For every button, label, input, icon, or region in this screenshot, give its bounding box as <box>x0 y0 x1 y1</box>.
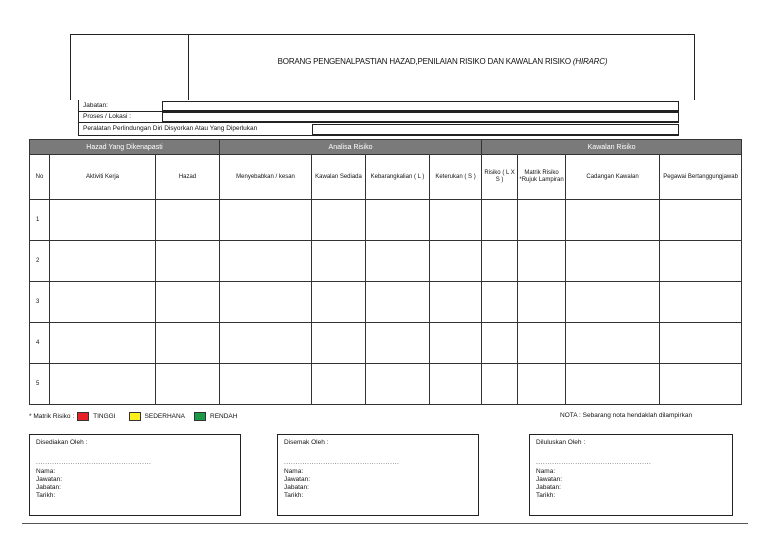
cell-menyebabkan[interactable] <box>220 282 312 323</box>
cell-risiko[interactable] <box>482 200 518 241</box>
row-number: 4 <box>30 323 50 364</box>
title-main: BORANG PENGENALPASTIAN HAZAD,PENILAIAN RISIKO DAN KAWALAN RISIKO <box>277 57 571 66</box>
cell-matrik[interactable] <box>518 200 566 241</box>
sig-heading: Disemak Oleh : <box>284 439 329 446</box>
table-row <box>30 282 742 323</box>
cell-kawalan-sediada[interactable] <box>312 323 366 364</box>
section-kawalan: Kawalan Risiko <box>482 140 742 155</box>
cell-pegawai[interactable] <box>660 241 742 282</box>
cell-pegawai[interactable] <box>660 323 742 364</box>
nota-text: NOTA : Sebarang nota hendaklah dilampirkan <box>560 412 693 419</box>
cell-kawalan-sediada[interactable] <box>312 241 366 282</box>
col-keterukan: Keterukan ( S ) <box>430 155 482 200</box>
row-number: 1 <box>30 200 50 241</box>
info-rule-2 <box>78 122 679 123</box>
section-analisa: Analisa Risiko <box>220 140 482 155</box>
sig-jabatan: Jabatan: <box>536 484 561 491</box>
cell-aktiviti[interactable] <box>50 323 156 364</box>
sig-tarikh: Tarikh: <box>36 492 56 499</box>
cell-pegawai[interactable] <box>660 200 742 241</box>
table-row <box>30 241 742 282</box>
signature-box-disemak <box>277 434 479 516</box>
title-divider <box>188 34 189 100</box>
cell-cadangan[interactable] <box>566 200 660 241</box>
title-box <box>70 34 695 100</box>
sig-nama: Nama: <box>536 468 556 475</box>
cell-matrik[interactable] <box>518 323 566 364</box>
signature-box-diluluskan <box>529 434 733 516</box>
sig-nama: Nama: <box>36 468 56 475</box>
cell-kawalan-sediada[interactable] <box>312 364 366 405</box>
cell-aktiviti[interactable] <box>50 200 156 241</box>
cell-kebarangkalian[interactable] <box>366 364 430 405</box>
cell-keterukan[interactable] <box>430 241 482 282</box>
cell-pegawai[interactable] <box>660 282 742 323</box>
info-rule-3 <box>78 135 679 136</box>
cell-aktiviti[interactable] <box>50 241 156 282</box>
sig-dots: .................................................. <box>536 459 652 466</box>
col-hazad: Hazad <box>156 155 220 200</box>
legend-swatch-tinggi <box>77 412 89 421</box>
sig-jabatan: Jabatan: <box>284 484 309 491</box>
cell-matrik[interactable] <box>518 282 566 323</box>
peralatan-label: Peralatan Perlindungan Diri Disyorkan Atau Yang Diperlukan <box>83 125 258 132</box>
legend-swatch-rendah <box>194 412 206 421</box>
cell-risiko[interactable] <box>482 364 518 405</box>
sig-jawatan: Jawatan: <box>284 476 311 483</box>
row-number: 2 <box>30 241 50 282</box>
cell-menyebabkan[interactable] <box>220 241 312 282</box>
sig-tarikh: Tarikh: <box>536 492 556 499</box>
cell-kebarangkalian[interactable] <box>366 200 430 241</box>
cell-cadangan[interactable] <box>566 323 660 364</box>
cell-risiko[interactable] <box>482 282 518 323</box>
cell-cadangan[interactable] <box>566 282 660 323</box>
cell-hazad[interactable] <box>156 323 220 364</box>
cell-menyebabkan[interactable] <box>220 200 312 241</box>
proses-field[interactable] <box>162 112 679 122</box>
cell-kawalan-sediada[interactable] <box>312 200 366 241</box>
cell-keterukan[interactable] <box>430 364 482 405</box>
title-abbr: (HIRARC) <box>572 57 608 66</box>
cell-kebarangkalian[interactable] <box>366 241 430 282</box>
cell-hazad[interactable] <box>156 200 220 241</box>
legend-label-tinggi: TINGGI <box>93 413 116 420</box>
sig-tarikh: Tarikh: <box>284 492 304 499</box>
sig-nama: Nama: <box>284 468 304 475</box>
sig-jawatan: Jawatan: <box>536 476 563 483</box>
signature-box-disediakan <box>29 434 241 516</box>
col-kebarangkalian: Kebarangkalian ( L ) <box>366 155 430 200</box>
table-row <box>30 200 742 241</box>
cell-pegawai[interactable] <box>660 364 742 405</box>
cell-aktiviti[interactable] <box>50 282 156 323</box>
proses-label: Proses / Lokasi : <box>83 113 132 120</box>
hirarc-table <box>29 139 742 405</box>
form-title <box>190 57 695 66</box>
legend-label-sederhana: SEDERHANA <box>144 413 186 420</box>
legend-prefix: * Matrik Risiko : <box>29 413 75 420</box>
col-cadangan: Cadangan Kawalan <box>566 155 660 200</box>
peralatan-field[interactable] <box>312 124 679 135</box>
info-left-rule <box>78 100 79 136</box>
cell-keterukan[interactable] <box>430 282 482 323</box>
col-no: No <box>30 155 50 200</box>
sig-heading: Diluluskan Oleh : <box>536 439 586 446</box>
cell-menyebabkan[interactable] <box>220 364 312 405</box>
cell-hazad[interactable] <box>156 241 220 282</box>
cell-matrik[interactable] <box>518 241 566 282</box>
cell-hazad[interactable] <box>156 364 220 405</box>
table-row <box>30 323 742 364</box>
sig-dots: .................................................. <box>284 459 400 466</box>
row-number: 5 <box>30 364 50 405</box>
section-hazad: Hazad Yang Dikenapasti <box>30 140 220 155</box>
jabatan-label: Jabatan: <box>83 102 108 109</box>
col-matrik: Matrik Risiko *Rujuk Lampiran <box>518 155 566 200</box>
cell-aktiviti[interactable] <box>50 364 156 405</box>
cell-keterukan[interactable] <box>430 323 482 364</box>
col-risiko: Risiko ( L X S ) <box>482 155 518 200</box>
table-row <box>30 364 742 405</box>
sig-heading: Disediakan Oleh : <box>36 439 88 446</box>
sig-jawatan: Jawatan: <box>36 476 63 483</box>
legend-label-rendah: RENDAH <box>210 413 238 420</box>
cell-kebarangkalian[interactable] <box>366 323 430 364</box>
cell-keterukan[interactable] <box>430 200 482 241</box>
legend-swatch-sederhana <box>129 412 141 421</box>
cell-matrik[interactable] <box>518 364 566 405</box>
cell-hazad[interactable] <box>156 282 220 323</box>
cell-cadangan[interactable] <box>566 364 660 405</box>
row-number: 3 <box>30 282 50 323</box>
col-aktiviti: Aktiviti Kerja <box>50 155 156 200</box>
jabatan-field[interactable] <box>162 101 679 111</box>
sig-dots: .................................................. <box>36 459 152 466</box>
cell-kawalan-sediada[interactable] <box>312 282 366 323</box>
sig-jabatan: Jabatan: <box>36 484 61 491</box>
cell-cadangan[interactable] <box>566 241 660 282</box>
col-pegawai: Pegawai Bertanggungjawab <box>660 155 742 200</box>
cell-risiko[interactable] <box>482 241 518 282</box>
cell-risiko[interactable] <box>482 323 518 364</box>
cell-kebarangkalian[interactable] <box>366 282 430 323</box>
col-kawalan-sediada: Kawalan Sediada <box>312 155 366 200</box>
risk-legend <box>29 412 237 421</box>
col-menyebabkan: Menyebabkan / kesan <box>220 155 312 200</box>
cell-menyebabkan[interactable] <box>220 323 312 364</box>
